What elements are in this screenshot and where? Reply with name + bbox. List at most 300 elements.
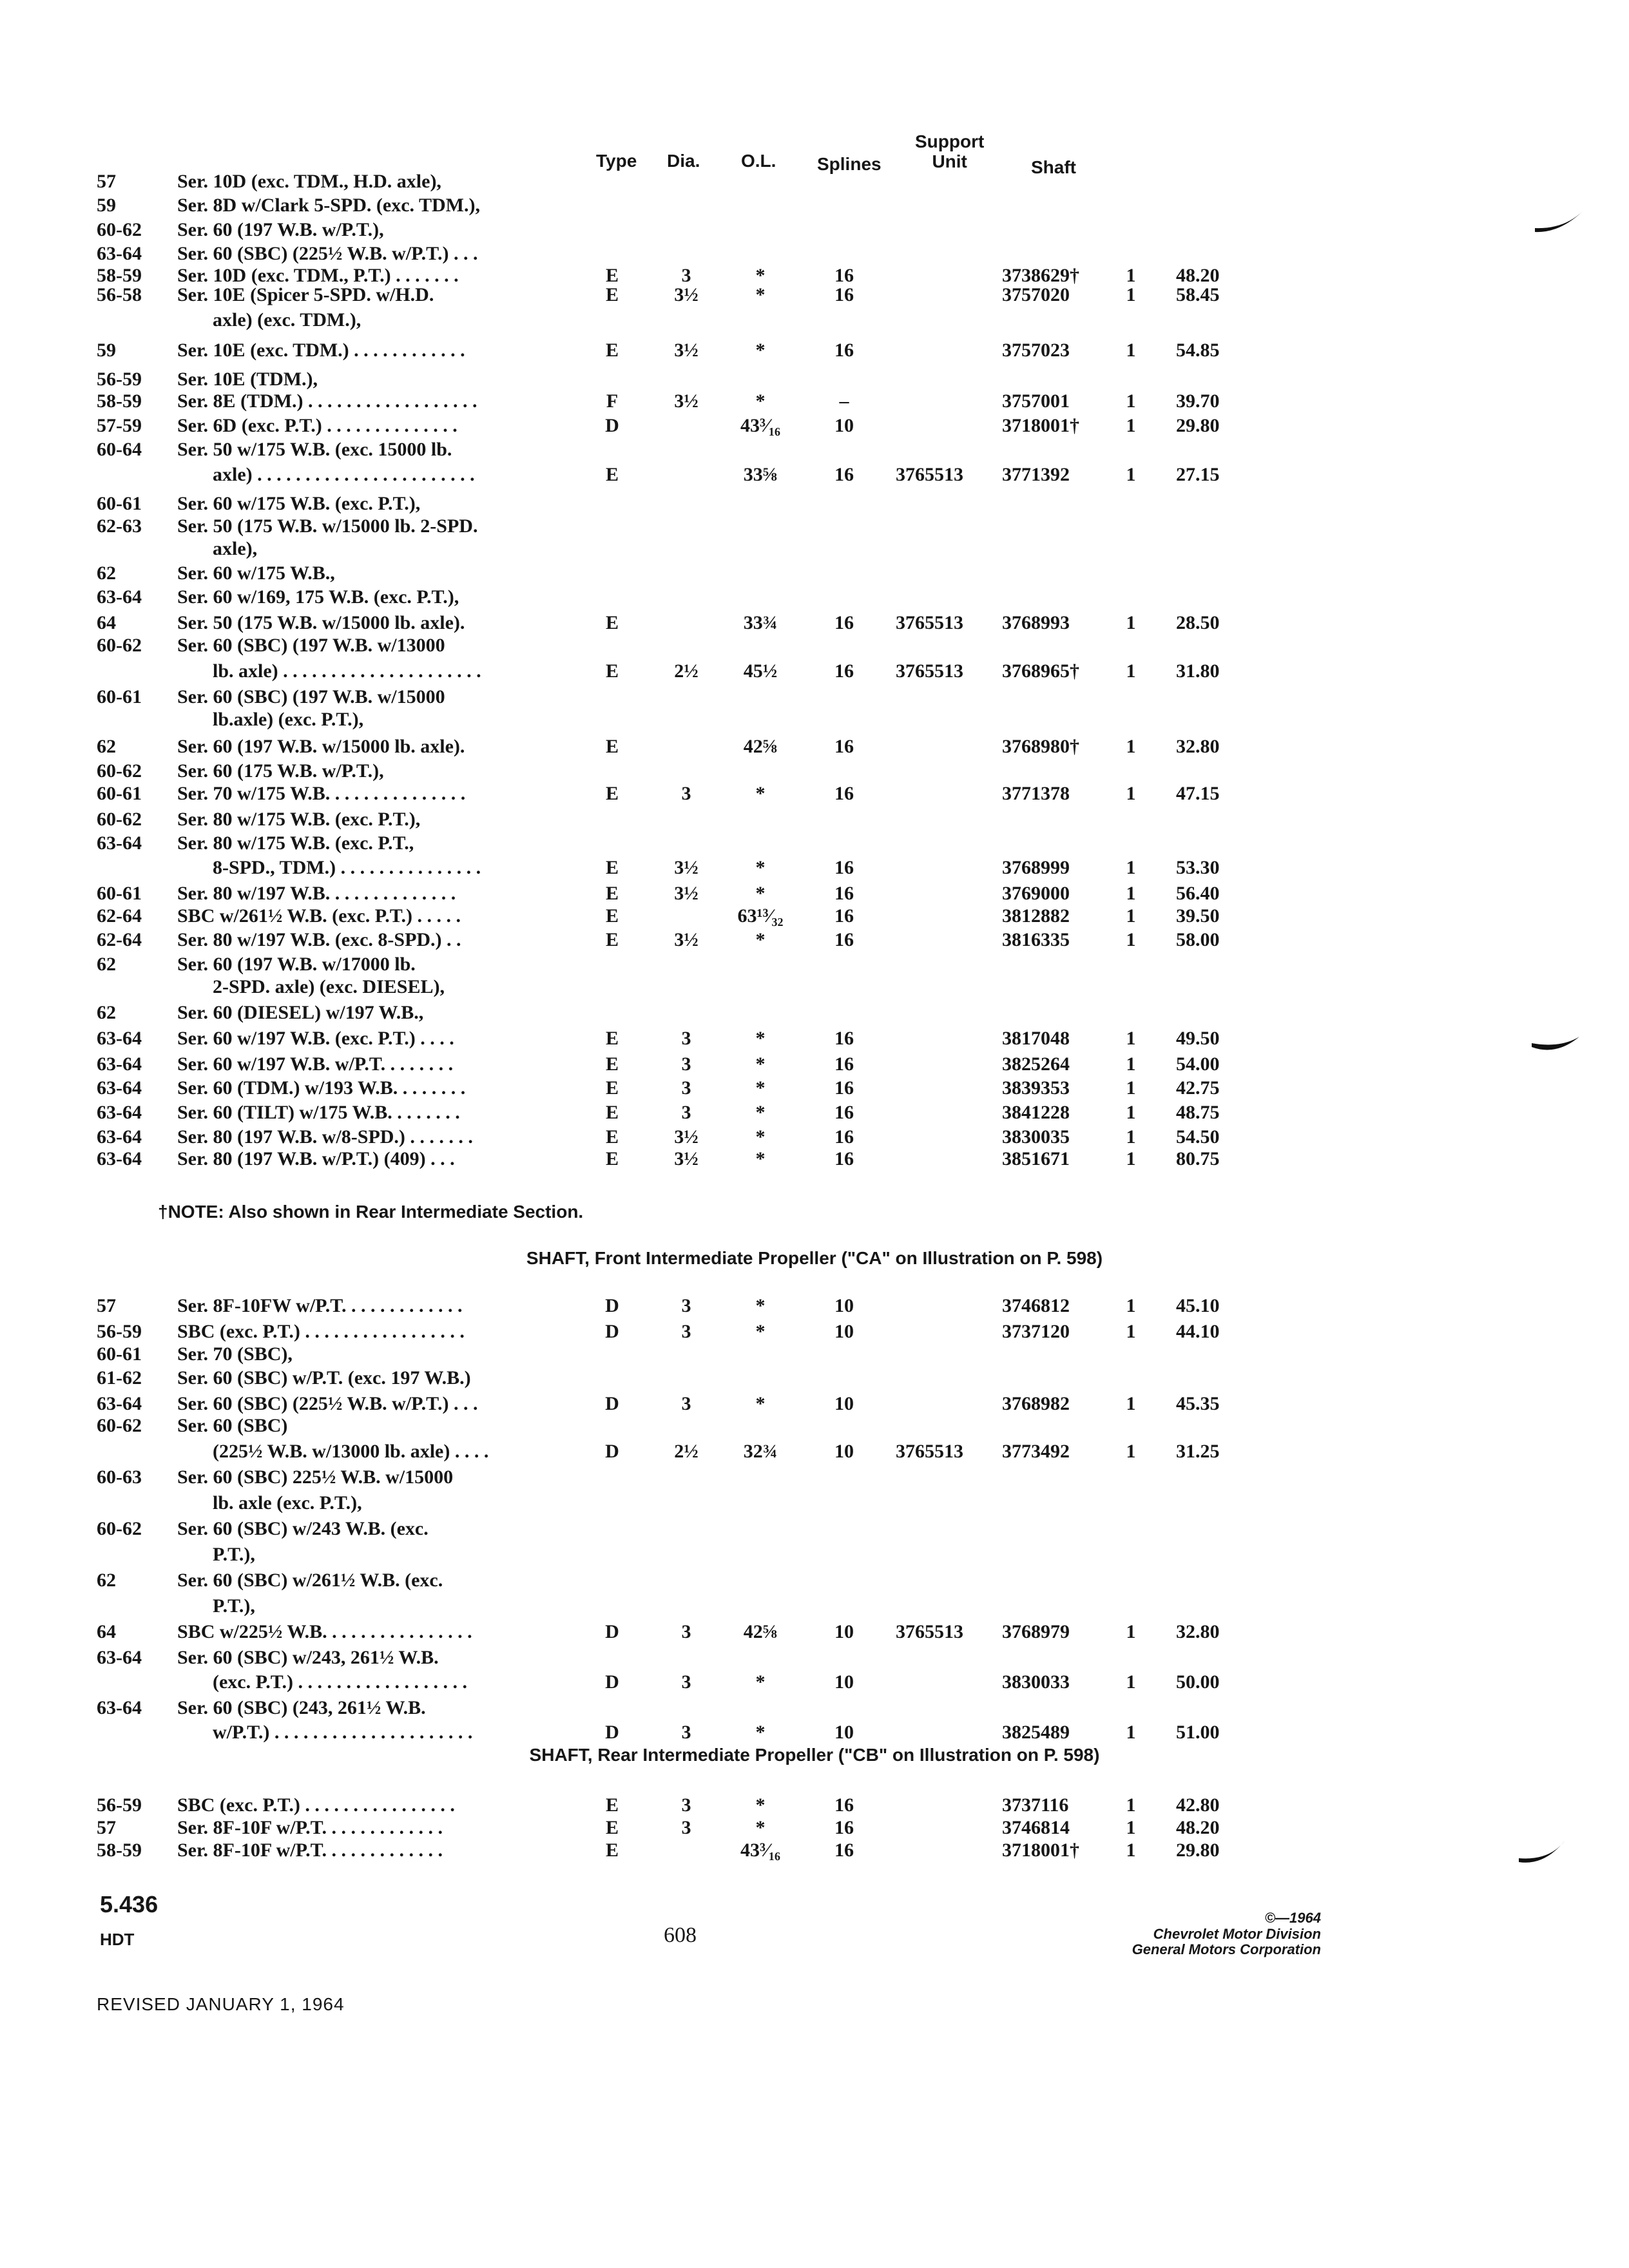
year-cell: 63-64 [97,1077,142,1099]
dia-cell: 3½ [674,340,699,361]
description-cell: Ser. 60 (DIESEL) w/197 W.B., [177,1002,424,1023]
dia-cell: 3 [681,1817,691,1838]
table-row [0,1794,1629,1820]
ol-cell: * [755,1102,766,1123]
year-cell: 62 [97,736,116,757]
dia-cell: 3 [681,1321,691,1342]
splines-cell: – [839,390,849,412]
description-cell: Ser. 60 (SBC) w/P.T. (exc. 197 W.B.) [177,1367,471,1389]
copyright-year: ©—1964 [1264,1910,1321,1926]
description-cell: 2-SPD. axle) (exc. DIESEL), [213,976,445,997]
qty-cell: 1 [1126,340,1136,361]
ol-cell: 43³⁄₁₆ [740,1840,780,1861]
dia-cell: 3½ [674,284,699,305]
dia-cell: 3 [681,783,691,804]
year-cell: 60-62 [97,219,142,240]
table-row [0,538,1629,564]
ol-cell: * [755,1148,766,1169]
table-row [0,1102,1629,1128]
price-cell: 28.50 [1176,612,1220,633]
description-cell: (exc. P.T.) . . . . . . . . . . . . . . . . . . [213,1671,467,1693]
qty-cell: 1 [1126,736,1136,757]
description-cell: Ser. 60 (SBC) (243, 261½ W.B. [177,1697,426,1718]
year-cell: 58-59 [97,1840,142,1861]
copyright-block [1089,1910,1321,1958]
table-row [0,586,1629,612]
type-cell: E [605,783,619,804]
binder-mark-icon [1534,206,1585,238]
year-cell: 56-59 [97,1794,142,1816]
ol-cell: * [755,1817,766,1838]
binder-mark-icon [1518,1836,1569,1872]
price-cell: 56.40 [1176,883,1220,904]
price-cell: 58.00 [1176,929,1220,950]
description-cell: Ser. 70 (SBC), [177,1343,293,1365]
splines-cell: 16 [834,284,854,305]
splines-cell: 16 [834,1028,854,1049]
price-cell: 80.75 [1176,1148,1220,1169]
dia-cell: 3½ [674,1148,699,1169]
year-cell: 63-64 [97,1148,142,1169]
ol-cell: 32¾ [743,1441,778,1462]
description-cell: P.T.), [213,1595,255,1617]
table-row [0,562,1629,588]
year-cell: 60-61 [97,883,142,904]
year-cell: 62 [97,954,116,975]
description-cell: Ser. 80 w/175 W.B. (exc. P.T., [177,832,414,854]
table-row [0,340,1629,365]
division-name: Chevrolet Motor Division [1153,1925,1321,1942]
year-cell: 62-63 [97,515,142,537]
table-row [0,464,1629,490]
table-row [0,686,1629,712]
qty-cell: 1 [1126,1441,1136,1462]
shaft-number-cell: 3825264 [1002,1053,1070,1075]
ol-cell: * [755,1393,766,1414]
year-cell: 60-62 [97,809,142,830]
support-unit-cell: 3765513 [896,1621,963,1642]
ol-cell: * [755,1671,766,1693]
qty-cell: 1 [1126,660,1136,682]
splines-cell: 16 [834,929,854,950]
ol-cell: 33¾ [743,612,778,633]
ol-cell: * [755,1722,766,1743]
price-cell: 51.00 [1176,1722,1220,1743]
description-cell: Ser. 8F-10FW w/P.T. . . . . . . . . . . . . [177,1295,463,1316]
qty-cell: 1 [1126,390,1136,412]
ol-cell: 42⅝ [743,736,778,757]
dia-cell: 3 [681,1295,691,1316]
dagger-note: †NOTE: Also shown in Rear Intermediate Section. [158,1202,584,1222]
section-title-ca: SHAFT, Front Intermediate Propeller ("CA" on Illustration on P. 598) [526,1248,1103,1268]
table-row [0,1671,1629,1697]
type-cell: D [605,415,619,436]
price-cell: 47.15 [1176,783,1220,804]
price-cell: 42.75 [1176,1077,1220,1099]
description-cell: SBC (exc. P.T.) . . . . . . . . . . . . . . . . [177,1794,455,1816]
year-cell: 60-61 [97,783,142,804]
splines-cell: 16 [834,905,854,927]
table-row [0,1647,1629,1673]
table-row [0,612,1629,638]
splines-cell: 16 [834,1148,854,1169]
price-cell: 29.80 [1176,415,1220,436]
splines-cell: 16 [834,1794,854,1816]
price-cell: 31.80 [1176,660,1220,682]
ol-cell: 43³⁄₁₆ [740,415,780,436]
description-cell: Ser. 60 (SBC) [177,1415,288,1436]
ol-cell: 33⅝ [743,464,778,485]
shaft-number-cell: 3773492 [1002,1441,1070,1462]
qty-cell: 1 [1126,1053,1136,1075]
year-cell: 57 [97,1295,116,1316]
type-cell: E [605,905,619,927]
price-cell: 48.20 [1176,1817,1220,1838]
page-number: 608 [664,1923,697,1947]
table-row [0,929,1629,955]
table-row [0,1343,1629,1369]
description-cell: Ser. 60 (SBC) w/243, 261½ W.B. [177,1647,439,1668]
description-cell: Ser. 80 w/175 W.B. (exc. P.T.), [177,809,421,830]
splines-cell: 16 [834,783,854,804]
type-cell: D [605,1671,619,1693]
description-cell: Ser. 60 (197 W.B. w/15000 lb. axle). [177,736,465,757]
dia-cell: 3 [681,1621,691,1642]
shaft-number-cell: 3771378 [1002,783,1070,804]
year-cell: 62 [97,562,116,584]
qty-cell: 1 [1126,929,1136,950]
dia-cell: 3½ [674,883,699,904]
year-cell: 60-62 [97,760,142,782]
description-cell: Ser. 60 (SBC) 225½ W.B. w/15000 [177,1466,454,1488]
header-dia: Dia. [667,151,700,171]
qty-cell: 1 [1126,415,1136,436]
description-cell: Ser. 60 (TDM.) w/193 W.B. . . . . . . . [177,1077,466,1099]
type-cell: D [605,1621,619,1642]
year-cell: 59 [97,195,116,216]
year-cell: 63-64 [97,243,142,264]
price-cell: 29.80 [1176,1840,1220,1861]
splines-cell: 16 [834,265,854,286]
shaft-number-cell: 3768979 [1002,1621,1070,1642]
ol-cell: * [755,1295,766,1316]
table-row [0,284,1629,310]
description-cell: Ser. 50 w/175 W.B. (exc. 15000 lb. [177,439,452,460]
header-splines: Splines [817,154,882,174]
ol-cell: * [755,857,766,878]
price-cell: 49.50 [1176,1028,1220,1049]
shaft-number-cell: 3825489 [1002,1722,1070,1743]
year-cell: 62 [97,1002,116,1023]
dia-cell: 3 [681,1671,691,1693]
table-row [0,309,1629,335]
shaft-number-cell: 3746814 [1002,1817,1070,1838]
year-cell: 57 [97,1817,116,1838]
description-cell: w/P.T.) . . . . . . . . . . . . . . . . . . . . . [213,1722,473,1743]
description-cell: axle), [213,538,258,559]
table-row [0,1321,1629,1347]
description-cell: Ser. 10E (Spicer 5-SPD. w/H.D. [177,284,434,305]
description-cell: SBC w/225½ W.B. . . . . . . . . . . . . . . . [177,1621,472,1642]
description-cell: Ser. 60 (SBC) w/243 W.B. (exc. [177,1518,429,1539]
description-cell: SBC (exc. P.T.) . . . . . . . . . . . . . . . . . [177,1321,465,1342]
series-code: HDT [100,1930,135,1949]
table-row [0,1840,1629,1865]
type-cell: E [605,1028,619,1049]
table-row [0,1367,1629,1393]
table-row [0,1053,1629,1079]
description-cell: Ser. 60 (SBC) (197 W.B. w/13000 [177,635,445,656]
dia-cell: 2½ [674,660,699,682]
description-cell: axle) . . . . . . . . . . . . . . . . . . . . . . . [213,464,475,485]
table-row [0,1697,1629,1723]
type-cell: F [606,390,619,412]
price-cell: 32.80 [1176,736,1220,757]
qty-cell: 1 [1126,612,1136,633]
table-row [0,809,1629,834]
description-cell: Ser. 60 w/175 W.B. (exc. P.T.), [177,493,421,514]
splines-cell: 16 [834,340,854,361]
type-cell: E [605,929,619,950]
year-cell: 63-64 [97,832,142,854]
table-row [0,515,1629,541]
price-cell: 31.25 [1176,1441,1220,1462]
description-cell: Ser. 60 w/197 W.B. w/P.T. . . . . . . . [177,1053,454,1075]
table-row [0,1295,1629,1321]
splines-cell: 10 [834,1621,854,1642]
qty-cell: 1 [1126,883,1136,904]
year-cell: 58-59 [97,390,142,412]
description-cell: Ser. 10E (TDM.), [177,369,318,390]
splines-cell: 16 [834,660,854,682]
table-row [0,219,1629,245]
year-cell: 63-64 [97,1647,142,1668]
dia-cell: 3 [681,1794,691,1816]
ol-cell: * [755,284,766,305]
description-cell: (225½ W.B. w/13000 lb. axle) . . . . [213,1441,489,1462]
price-cell: 48.20 [1176,265,1220,286]
qty-cell: 1 [1126,1840,1136,1861]
dia-cell: 3 [681,1102,691,1123]
qty-cell: 1 [1126,1621,1136,1642]
shaft-number-cell: 3757001 [1002,390,1070,412]
table-row [0,1595,1629,1621]
support-unit-cell: 3765513 [896,464,963,485]
year-cell: 63-64 [97,586,142,608]
qty-cell: 1 [1126,857,1136,878]
shaft-number-cell: 3768999 [1002,857,1070,878]
qty-cell: 1 [1126,1102,1136,1123]
year-cell: 63-64 [97,1393,142,1414]
header-shaft: Shaft [1031,157,1076,177]
price-cell: 45.10 [1176,1295,1220,1316]
header-type: Type [596,151,637,171]
dia-cell: 3 [681,265,691,286]
price-cell: 53.30 [1176,857,1220,878]
dia-cell: 2½ [674,1441,699,1462]
qty-cell: 1 [1126,1126,1136,1148]
ol-cell: * [755,883,766,904]
dia-cell: 3½ [674,1126,699,1148]
shaft-number-cell: 3757020 [1002,284,1070,305]
year-cell: 60-62 [97,1415,142,1436]
support-unit-cell: 3765513 [896,660,963,682]
table-row [0,390,1629,416]
table-row [0,905,1629,931]
qty-cell: 1 [1126,1722,1136,1743]
year-cell: 62-64 [97,929,142,950]
support-unit-cell: 3765513 [896,612,963,633]
type-cell: D [605,1295,619,1316]
qty-cell: 1 [1126,905,1136,927]
shaft-number-cell: 3830033 [1002,1671,1070,1693]
splines-cell: 16 [834,857,854,878]
description-cell: Ser. 70 w/175 W.B. . . . . . . . . . . . . . . [177,783,466,804]
type-cell: E [605,1840,619,1861]
year-cell: 61-62 [97,1367,142,1389]
description-cell: SBC w/261½ W.B. (exc. P.T.) . . . . . [177,905,461,927]
table-row [0,493,1629,519]
type-cell: D [605,1722,619,1743]
price-cell: 54.50 [1176,1126,1220,1148]
description-cell: Ser. 8F-10F w/P.T. . . . . . . . . . . . . [177,1817,443,1838]
year-cell: 63-64 [97,1697,142,1718]
table-row [0,709,1629,735]
price-cell: 48.75 [1176,1102,1220,1123]
ol-cell: 42⅝ [743,1621,778,1642]
ol-cell: 63¹³⁄₃₂ [737,905,784,927]
price-cell: 42.80 [1176,1794,1220,1816]
qty-cell: 1 [1126,1794,1136,1816]
splines-cell: 10 [834,1722,854,1743]
shaft-number-cell: 3817048 [1002,1028,1070,1049]
description-cell: lb.axle) (exc. P.T.), [213,709,364,730]
shaft-number-cell: 3746812 [1002,1295,1070,1316]
qty-cell: 1 [1126,783,1136,804]
qty-cell: 1 [1126,1321,1136,1342]
qty-cell: 1 [1126,1028,1136,1049]
description-cell: Ser. 60 (175 W.B. w/P.T.), [177,760,384,782]
shaft-number-cell: 3830035 [1002,1126,1070,1148]
section-number: 5.436 [100,1891,159,1917]
type-cell: E [605,1794,619,1816]
ol-cell: * [755,1028,766,1049]
type-cell: E [605,464,619,485]
year-cell: 56-58 [97,284,142,305]
corporation-name: General Motors Corporation [1132,1941,1321,1958]
qty-cell: 1 [1126,464,1136,485]
splines-cell: 10 [834,1671,854,1693]
table-row [0,1518,1629,1544]
description-cell: Ser. 60 (SBC) (225½ W.B. w/P.T.) . . . [177,1393,478,1414]
dia-cell: 3 [681,1053,691,1075]
shaft-number-cell: 3738629† [1002,265,1079,286]
type-cell: E [605,340,619,361]
splines-cell: 16 [834,1126,854,1148]
table-row [0,736,1629,762]
description-cell: Ser. 10E (exc. TDM.) . . . . . . . . . . . . [177,340,465,361]
type-cell: D [605,1321,619,1342]
description-cell: Ser. 60 (TILT) w/175 W.B. . . . . . . . [177,1102,460,1123]
ol-cell: * [755,390,766,412]
description-cell: Ser. 60 w/197 W.B. (exc. P.T.) . . . . [177,1028,454,1049]
header-ol: O.L. [741,151,776,171]
description-cell: Ser. 60 (197 W.B. w/17000 lb. [177,954,416,975]
qty-cell: 1 [1126,1671,1136,1693]
shaft-number-cell: 3839353 [1002,1077,1070,1099]
shaft-number-cell: 3841228 [1002,1102,1070,1123]
table-row [0,832,1629,858]
header-support-line2: Unit [932,151,967,171]
splines-cell: 10 [834,415,854,436]
type-cell: E [605,660,619,682]
description-cell: Ser. 80 w/197 W.B. . . . . . . . . . . . . . [177,883,456,904]
type-cell: E [605,1148,619,1169]
price-cell: 44.10 [1176,1321,1220,1342]
ol-cell: * [755,1321,766,1342]
splines-cell: 16 [834,464,854,485]
qty-cell: 1 [1126,1393,1136,1414]
table-row [0,883,1629,908]
type-cell: E [605,1126,619,1148]
splines-cell: 16 [834,1102,854,1123]
description-cell: Ser. 60 w/175 W.B., [177,562,335,584]
table-row [0,1148,1629,1174]
dia-cell: 3½ [674,857,699,878]
description-cell: Ser. 10D (exc. TDM., P.T.) . . . . . . . [177,265,459,286]
type-cell: E [605,857,619,878]
qty-cell: 1 [1126,1295,1136,1316]
price-cell: 39.70 [1176,390,1220,412]
table-row [0,1492,1629,1518]
year-cell: 56-59 [97,1321,142,1342]
price-cell: 32.80 [1176,1621,1220,1642]
qty-cell: 1 [1126,1817,1136,1838]
year-cell: 60-64 [97,439,142,460]
year-cell: 63-64 [97,1028,142,1049]
description-cell: axle) (exc. TDM.), [213,309,361,331]
table-row [0,195,1629,220]
year-cell: 60-63 [97,1466,142,1488]
table-row [0,439,1629,465]
description-cell: Ser. 80 w/197 W.B. (exc. 8-SPD.) . . [177,929,461,950]
table-row [0,171,1629,197]
description-cell: Ser. 6D (exc. P.T.) . . . . . . . . . . . . . . [177,415,458,436]
price-cell: 58.45 [1176,284,1220,305]
price-cell: 27.15 [1176,464,1220,485]
shaft-number-cell: 3768980† [1002,736,1079,757]
shaft-number-cell: 3757023 [1002,340,1070,361]
table-row [0,976,1629,1002]
ol-cell: * [755,1794,766,1816]
shaft-number-cell: 3737116 [1002,1794,1069,1816]
description-cell: 8-SPD., TDM.) . . . . . . . . . . . . . . . [213,857,481,878]
qty-cell: 1 [1126,1077,1136,1099]
description-cell: Ser. 8E (TDM.) . . . . . . . . . . . . . . . . . . [177,390,477,412]
table-row [0,1415,1629,1441]
splines-cell: 10 [834,1441,854,1462]
binder-mark-icon [1530,1028,1582,1060]
year-cell: 60-62 [97,635,142,656]
price-cell: 50.00 [1176,1671,1220,1693]
splines-cell: 16 [834,1077,854,1099]
table-row [0,857,1629,883]
support-unit-cell: 3765513 [896,1441,963,1462]
description-cell: Ser. 60 (SBC) w/261½ W.B. (exc. [177,1570,443,1591]
shaft-number-cell: 3768982 [1002,1393,1070,1414]
year-cell: 62 [97,1570,116,1591]
dia-cell: 3 [681,1077,691,1099]
